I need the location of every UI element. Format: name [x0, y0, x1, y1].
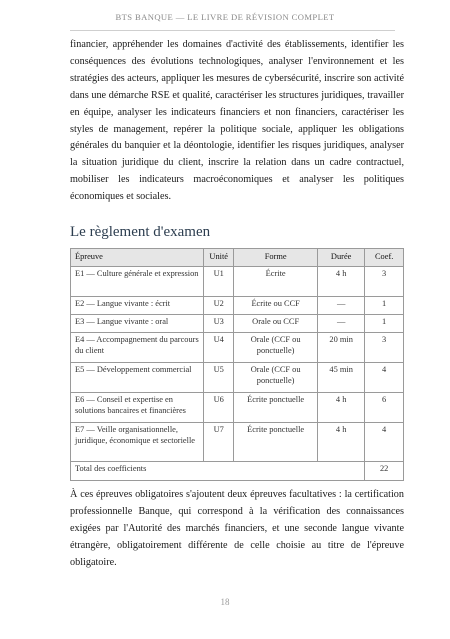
cell-duree: 20 min [318, 333, 365, 363]
cell-coef: 3 [365, 333, 404, 363]
header-coef: Coef. [365, 249, 404, 267]
cell-duree: 4 h [318, 423, 365, 462]
cell-unite: U3 [204, 315, 234, 333]
header-epreuve: Épreuve [71, 249, 204, 267]
cell-forme: Écrite [234, 267, 318, 297]
cell-coef: 4 [365, 423, 404, 462]
cell-unite: U5 [204, 363, 234, 393]
header-forme: Forme [234, 249, 318, 267]
cell-coef: 4 [365, 363, 404, 393]
cell-duree: 4 h [318, 267, 365, 297]
cell-unite: U7 [204, 423, 234, 462]
table-row [71, 333, 404, 363]
section-title: Le règlement d'examen [70, 224, 211, 240]
cell-unite: U6 [204, 393, 234, 423]
exam-table [70, 248, 404, 481]
table-row [71, 297, 404, 315]
cell-unite: U1 [204, 267, 234, 297]
cell-epreuve: E7 — Veille organisationnelle, juridique, économique et sectorielle [71, 423, 204, 462]
cell-duree: 45 min [318, 363, 365, 393]
total-label: Total des coefficients [71, 462, 365, 481]
cell-epreuve: E2 — Langue vivante : écrit [71, 297, 204, 315]
table-row [71, 315, 404, 333]
cell-forme: Orale (CCF ou ponctuelle) [234, 363, 318, 393]
cell-unite: U2 [204, 297, 234, 315]
cell-forme: Orale ou CCF [234, 315, 318, 333]
intro-paragraph: financier, appréhender les domaines d'activité des établissements, identifier les conséquences des évolutions technologiques, analyser l'environnement et les stratégies des acteurs, appliquer les mesures de cybersécurité, inscrire son activité dans une démarche RSE et qualité, caractériser les structures juridiques, travailler en équipe, analyser les indicateurs financiers et non financiers, caractériser les styles de management, repérer la politique sociale, appliquer les obligations générales du banquier et la déontologie, identifier les risques juridiques, analyser la situation juridique du client, inscrire la relation dans un cadre contractuel, mobiliser les indicateurs macroéconomiques et analyser les politiques économiques et sociales. [70, 39, 404, 203]
cell-coef: 3 [365, 267, 404, 297]
table-row [71, 423, 404, 462]
cell-epreuve: E6 — Conseil et expertise en solutions bancaires et financières [71, 393, 204, 423]
header-divider [70, 30, 395, 31]
cell-duree: — [318, 297, 365, 315]
total-value: 22 [365, 462, 404, 481]
cell-epreuve: E5 — Développement commercial [71, 363, 204, 393]
cell-epreuve: E4 — Accompagnement du parcours du client [71, 333, 204, 363]
cell-epreuve: E1 — Culture générale et expression [71, 267, 204, 297]
cell-coef: 1 [365, 297, 404, 315]
header-unite: Unité [204, 249, 234, 267]
cell-forme: Écrite ponctuelle [234, 423, 318, 462]
table-header-row [71, 249, 404, 267]
cell-coef: 6 [365, 393, 404, 423]
page-number: 18 [220, 597, 230, 607]
cell-forme: Écrite ponctuelle [234, 393, 318, 423]
table-row [71, 363, 404, 393]
cell-epreuve: E3 — Langue vivante : oral [71, 315, 204, 333]
cell-unite: U4 [204, 333, 234, 363]
closing-paragraph: À ces épreuves obligatoires s'ajoutent deux épreuves facultatives : la certification professionnelle Banque, qui correspond à la vérification des connaissances exigées par l'Autorité des marchés financiers, et une seconde langue vivante étrangère, obligatoirement différente de celle choisie au titre de l'épreuve obligatoire. [70, 489, 404, 568]
running-header: BTS BANQUE — LE LIVRE DE RÉVISION COMPLET [115, 12, 335, 22]
cell-duree: 4 h [318, 393, 365, 423]
table-row [71, 393, 404, 423]
cell-forme: Écrite ou CCF [234, 297, 318, 315]
cell-forme: Orale (CCF ou ponctuelle) [234, 333, 318, 363]
table-total-row [71, 462, 404, 481]
header-duree: Durée [318, 249, 365, 267]
table-row [71, 267, 404, 297]
cell-coef: 1 [365, 315, 404, 333]
cell-duree: — [318, 315, 365, 333]
